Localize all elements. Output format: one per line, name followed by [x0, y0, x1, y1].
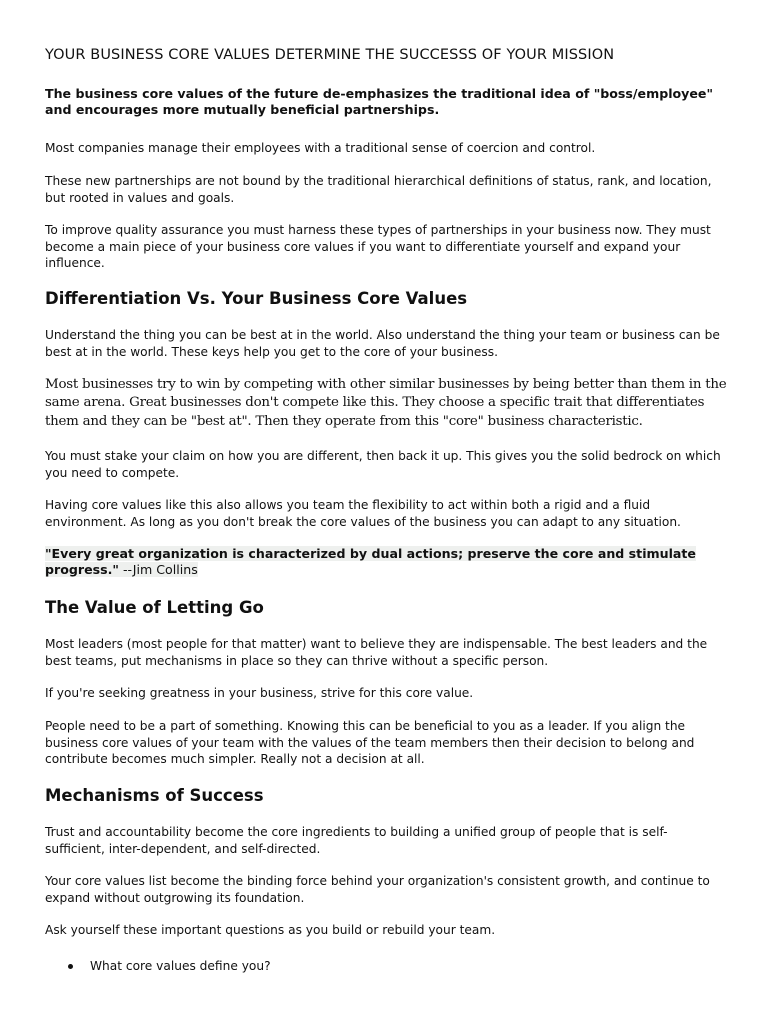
- section-heading-mechanisms: Mechanisms of Success: [45, 786, 264, 805]
- body-paragraph: If you're seeking greatness in your business, strive for this core value.: [45, 686, 474, 700]
- bullet-list: [45, 958, 725, 974]
- body-paragraph: You must stake your claim on how you are different, then back it up. This gives you the solid bedrock on which you need to compete.: [45, 449, 721, 480]
- quote-text: "Every great organization is characterized by dual actions; preserve the core and stimulate progress.": [45, 546, 696, 577]
- document-title: YOUR BUSINESS CORE VALUES DETERMINE THE SUCCESSS OF YOUR MISSION: [45, 47, 615, 63]
- body-paragraph: Ask yourself these important questions as you build or rebuild your team.: [45, 923, 496, 937]
- intro-paragraph: These new partnerships are not bound by the traditional hierarchical definitions of status, rank, and location, but rooted in values and goals.: [45, 174, 712, 205]
- pull-quote: [45, 546, 735, 578]
- body-paragraph: People need to be a part of something. Knowing this can be beneficial to you as a leader. If you align the business core values of your team with the values of the team members then their decision to belong and contribute becomes much simpler. Really not a decision at all.: [45, 719, 695, 766]
- body-paragraph: Your core values list become the binding force behind your organization's consistent growth, and continue to expand without outgrowing its foundation.: [45, 874, 710, 905]
- section-heading-differentiation: Differentiation Vs. Your Business Core Values: [45, 289, 468, 308]
- body-paragraph: Having core values like this also allows you team the flexibility to act within both a rigid and a fluid environment. As long as you don't break the core values of the business you can adapt to any situation.: [45, 498, 681, 529]
- list-item: [45, 958, 725, 974]
- body-paragraph: Understand the thing you can be best at in the world. Also understand the thing your team or business can be best at in the world. These keys help you get to the core of your business.: [45, 328, 720, 359]
- bullet-icon: [68, 964, 73, 969]
- intro-paragraph: To improve quality assurance you must harness these types of partnerships in your business now. They must become a main piece of your business core values if you want to differentiate yourself and expand your influence.: [45, 223, 711, 270]
- body-paragraph: Most leaders (most people for that matter) want to believe they are indispensable. The best leaders and the best teams, put mechanisms in place so they can thrive without a specific person.: [45, 637, 708, 668]
- quote-attribution: --Jim Collins: [118, 562, 198, 577]
- lead-paragraph: The business core values of the future de-emphasizes the traditional idea of "boss/employee" and encourages more mutually beneficial partnerships.: [45, 86, 714, 117]
- body-paragraph-serif: Most businesses try to win by competing with other similar businesses by being better than them in the same arena. Great businesses don't compete like this. They choose a specific trait that differentiates them and they can be "best at". Then they operate from this "core" business characteristic.: [45, 377, 727, 429]
- body-paragraph: Trust and accountability become the core ingredients to building a unified group of people that is self-sufficient, inter-dependent, and self-directed.: [45, 825, 668, 856]
- intro-paragraph: Most companies manage their employees with a traditional sense of coercion and control.: [45, 141, 596, 155]
- section-heading-letting-go: The Value of Letting Go: [45, 598, 264, 617]
- list-item-text: What core values define you?: [90, 959, 271, 973]
